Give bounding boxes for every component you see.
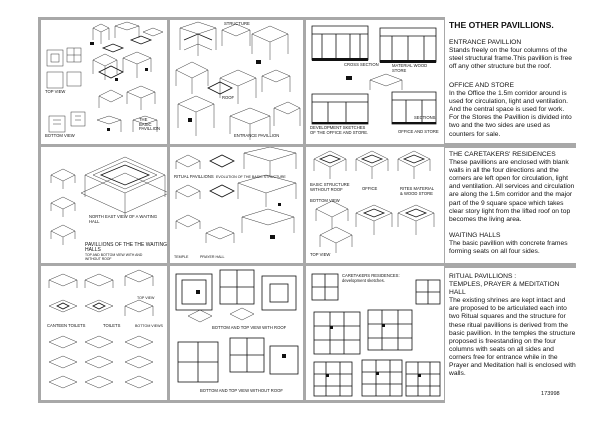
panel-caretakers-residences — [306, 147, 444, 263]
label-bottom-view: BOTTOM VIEW — [45, 133, 75, 138]
panel-caretakers-development — [306, 266, 444, 400]
section-office-and-store — [449, 82, 576, 139]
panel-bottom-top-views — [170, 266, 303, 400]
panel-entrance-pavillion — [170, 20, 303, 144]
label-office: OFFICE — [362, 186, 378, 191]
ritual-pavillion-sketches — [170, 147, 303, 263]
section-heading: WAITING HALLS — [449, 232, 501, 239]
label-structure: STRUCTURE — [224, 21, 250, 26]
label-basic-structure: BASIC STRUCTURE WITHOUT ROOF — [310, 182, 350, 192]
label-bottom-views: BOTTOM VIEWS — [135, 324, 163, 328]
label-bottom-top-view-roof: BOTTOM AND TOP VIEW WITH ROOF — [212, 325, 287, 330]
label-top-bottom-view: TOP AND BOTTOM VIEW WITH AND WITHOUT ROOF — [85, 253, 143, 261]
label-top-view: TOP VIEW — [310, 252, 331, 257]
section-body: The existing shrines are kept intact and are proposed to be articulated each into two Ritual squares and the structure for these ritual pavillions is derived from the basic pavillion. In the temples the structure proposed is freestanding on the four columns with seats on all sides and corners free for entrance while in the Prayer and Meditation hall is enclosed with walls. — [449, 297, 576, 378]
caretakers-development-sketches — [306, 266, 444, 400]
sheet-number: 173998 — [541, 391, 560, 397]
label-bottom-top-view-without: BOTTOM AND TOP VIEW WITHOUT ROOF — [200, 388, 283, 393]
label-top-view: TOP VIEW — [137, 296, 155, 300]
divider — [445, 263, 576, 268]
label-entrance-pavillion: ENTRANCE PAVILLION — [234, 133, 280, 138]
section-body: These pavillions are enclosed with blank walls in all the four directions and the corners are left open for circulation, light and ventilation. All services and circulation are along the 1.5m corridor and the major part of the 9 square space which takes clear story light from the lifted roof on top becomes the living area. — [449, 159, 575, 223]
label-roof: ROOF — [222, 95, 235, 100]
section-ritual-pavillions — [449, 273, 576, 378]
divider — [445, 143, 576, 148]
label-evolution: EVOLUTION OF THE BASIC STRUCTURE — [216, 175, 286, 179]
label-canteen-toilets: CANTEEN TOILETS — [47, 323, 86, 328]
label-prayer-hall: PRAYER HALL — [200, 255, 225, 259]
label-ritual-pavillions: RITUAL PAVILLIONS — [174, 174, 214, 179]
text-column — [445, 17, 576, 403]
label-material-wood-store: MATERIAL WOOD STORE — [392, 63, 428, 73]
section-body: Stands freely on the four columns of the steel structural frame.This pavillion is free off any other structure but the roof. — [449, 47, 573, 71]
label-sections: SECTIONS — [414, 115, 436, 120]
label-top-view: TOP VIEW — [45, 89, 66, 94]
label-the-basic-pavillion: THE BASIC PAVILLION — [139, 117, 161, 132]
panel-waiting-halls — [41, 147, 167, 263]
panel-basic-pavillion — [41, 20, 167, 144]
caretakers-residence-sketches — [306, 147, 444, 263]
section-body: The basic pavillion with concrete frames forming seats on all four sides. — [449, 240, 568, 256]
panel-ritual-pavillions — [170, 147, 303, 263]
page-title: THE OTHER PAVILLIONS. — [449, 20, 554, 30]
entrance-pavillion-sketches — [170, 20, 303, 144]
label-temple: TEMPLE — [174, 255, 189, 259]
section-caretakers-residences — [449, 151, 576, 224]
section-heading: THE CARETAKERS' RESIDENCES — [449, 151, 556, 158]
label-rites-material: RITES MATERIAL & WOOD STORE — [400, 186, 435, 196]
section-heading: ENTRANCE PAVILLION — [449, 39, 522, 46]
label-office-and-store: OFFICE AND STORE — [398, 129, 439, 134]
label-cross-section: CROSS SECTION — [344, 62, 379, 67]
bottom-top-view-sketches — [170, 266, 303, 400]
label-development-sketches: DEVELOPMENT SKETCHES OF THE OFFICE AND STORE. — [310, 125, 369, 135]
section-body: In the Office the 1.5m corridor around is used for circulation, light and ventilation. And the central space is used for work. For the Stores the Pavillion is divided into two and the two sides are used as counters for sale. — [449, 90, 572, 138]
panel-toilets — [41, 266, 167, 400]
label-bottom-view: BOTTOM VIEW — [310, 198, 340, 203]
toilet-pavillion-sketches — [41, 266, 167, 400]
section-heading: RITUAL PAVILLIONS : TEMPLES, PRAYER & MEDITATION HALL — [449, 273, 560, 297]
section-entrance-pavillion — [449, 39, 576, 71]
panel-office-and-store — [306, 20, 444, 144]
section-heading: OFFICE AND STORE — [449, 82, 514, 89]
section-waiting-halls — [449, 232, 576, 256]
label-north-east-view: NORTH EAST VIEW OF A WAITING HALL — [89, 214, 158, 224]
label-caretakers-residences: CARETAKERS RESIDENCES: development sketches. — [342, 273, 400, 283]
label-pavillions-waiting: PAVILLIONS OF THE THE WAITING HALLS — [85, 242, 167, 254]
label-toilets: TOILETS — [103, 323, 121, 328]
